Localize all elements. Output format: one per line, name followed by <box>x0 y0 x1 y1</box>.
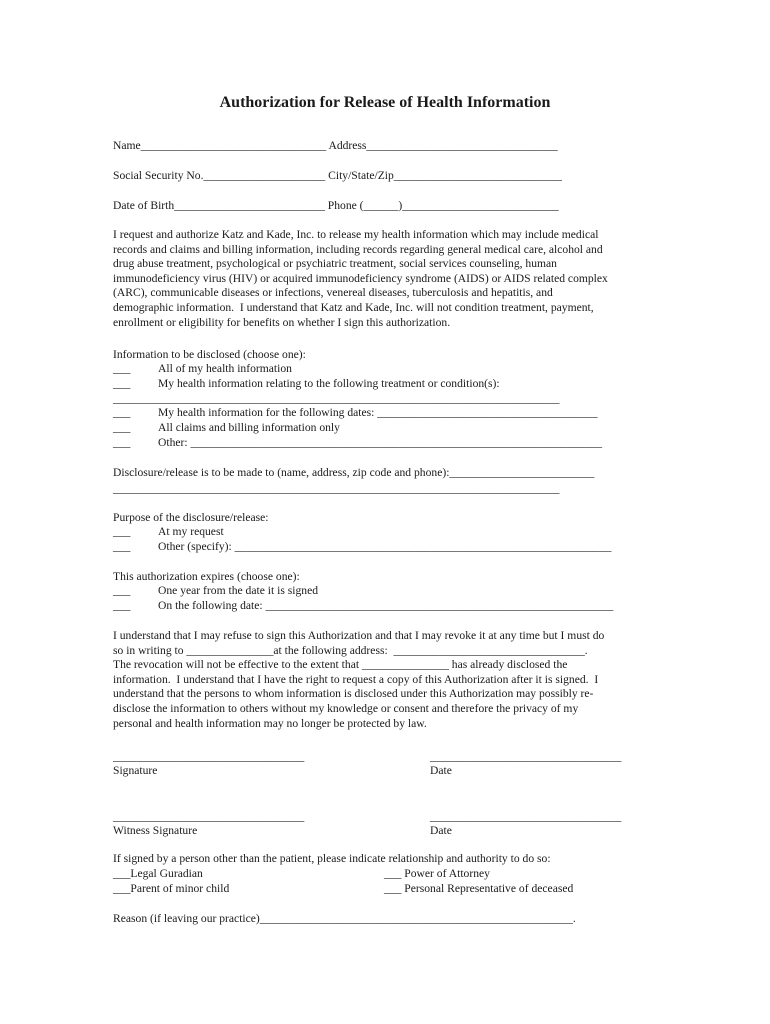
option-label: My health information for the following dates: ______________________________________ <box>158 406 598 419</box>
option-label: On the following date: ____________________________________________________________ <box>158 599 614 612</box>
witness-date-line: _________________________________ <box>430 810 622 823</box>
witness-signature-line: _________________________________ <box>113 810 305 823</box>
purpose-heading: Purpose of the disclosure/release: <box>113 511 269 524</box>
treatment-fill-line: _____________________________________________________________________________ <box>113 392 560 405</box>
choice-blank: ___ <box>113 540 131 553</box>
reason-line: Reason (if leaving our practice)______________________________________________________. <box>113 912 576 925</box>
paragraph-line: information. I understand that I have the right to request a copy of this Authorization after it is signed. I <box>113 672 599 686</box>
choice-blank: ___ <box>113 584 131 597</box>
info-option-claims <box>113 421 340 436</box>
witness-date-label: Date <box>430 824 452 837</box>
paragraph-line: understand that the persons to whom information is disclosed under this Authorization may possibly re- <box>113 687 594 701</box>
purpose-option-request <box>113 525 224 540</box>
witness-signature-label: Witness Signature <box>113 824 198 837</box>
authorization-paragraph <box>113 228 653 330</box>
disclosure-line: Disclosure/release is to be made to (name, address, zip code and phone):_________________________ <box>113 466 595 479</box>
paragraph-line: drug abuse treatment, psychological or psychiatric treatment, social services counseling, human <box>113 257 557 271</box>
disclosure-fill-line: _____________________________________________________________________________ <box>113 482 560 495</box>
option-label: My health information relating to the following treatment or condition(s): <box>158 377 500 390</box>
choice-blank: ___ <box>113 436 131 449</box>
expires-option-year <box>113 584 318 599</box>
name-address-line: Name________________________________ Address_________________________________ <box>113 139 558 152</box>
paragraph-line: immunodeficiency virus (HIV) or acquired immunodeficiency syndrome (AIDS) or AIDS related complex <box>113 271 608 285</box>
expires-option-date <box>113 599 613 614</box>
paragraph-line: I understand that I may refuse to sign this Authorization and that I may revoke it at any time but I must do <box>113 629 605 642</box>
info-option-all <box>113 362 292 377</box>
info-option-treatment <box>113 377 500 392</box>
choice-blank: ___ <box>113 525 131 538</box>
option-label: One year from the date it is signed <box>158 584 319 597</box>
paragraph-line: I request and authorize Katz and Kade, Inc. to release my health information which may include medical <box>113 228 599 241</box>
relationship-heading: If signed by a person other than the patient, please indicate relationship and authority to do so: <box>113 852 551 865</box>
paragraph-line: The revocation will not be effective to the extent that _______________ has already disclosed the <box>113 658 568 672</box>
paragraph-line: (ARC), communicable diseases or infections, venereal diseases, tuberculosis and hepatitis, and <box>113 286 553 300</box>
relationship-option-poa: ___ Power of Attorney <box>384 867 490 880</box>
signature-label: Signature <box>113 764 158 777</box>
choice-blank: ___ <box>113 406 131 419</box>
paragraph-line: personal and health information may no longer be protected by law. <box>113 716 427 730</box>
choice-blank: ___ <box>113 599 131 612</box>
choice-blank: ___ <box>113 421 131 434</box>
page-title: Authorization for Release of Health Information <box>219 94 551 111</box>
paragraph-line: disclose the information to others without my knowledge or consent and therefore the privacy of my <box>113 701 579 715</box>
paragraph-line: so in writing to _______________at the following address: _________________________________. <box>113 643 588 657</box>
signature-line: _________________________________ <box>113 750 305 763</box>
paragraph-line: demographic information. I understand that Katz and Kade, Inc. will not condition treatment, payment, <box>113 300 594 314</box>
relationship-option-guardian: ___Legal Guradian <box>113 867 203 880</box>
option-label: All claims and billing information only <box>158 421 340 434</box>
paragraph-line: records and claims and billing information, including records regarding general medical care, alcohol and <box>113 242 603 256</box>
choice-blank: ___ <box>113 362 131 375</box>
option-label: Other (specify): _________________________________________________________________ <box>158 540 612 553</box>
dob-phone-line: Date of Birth__________________________ Phone (______)___________________________ <box>113 199 559 212</box>
signature-date-label: Date <box>430 764 452 777</box>
paragraph-line: enrollment or eligibility for benefits on whether I sign this authorization. <box>113 315 451 329</box>
choice-blank: ___ <box>113 377 131 390</box>
info-disclosed-heading: Information to be disclosed (choose one): <box>113 348 306 361</box>
understand-paragraph <box>113 629 653 731</box>
option-label: All of my health information <box>158 362 292 375</box>
relationship-option-representative: ___ Personal Representative of deceased <box>384 882 574 895</box>
purpose-option-other <box>113 540 611 555</box>
option-label: At my request <box>158 525 224 538</box>
expires-heading: This authorization expires (choose one): <box>113 570 300 583</box>
ssn-city-line: Social Security No._____________________ City/State/Zip_____________________________ <box>113 169 562 182</box>
relationship-option-parent: ___Parent of minor child <box>113 882 230 895</box>
info-option-other <box>113 436 602 451</box>
option-label: Other: _______________________________________________________________________ <box>158 436 603 449</box>
signature-date-line: _________________________________ <box>430 750 622 763</box>
info-option-dates <box>113 406 598 421</box>
